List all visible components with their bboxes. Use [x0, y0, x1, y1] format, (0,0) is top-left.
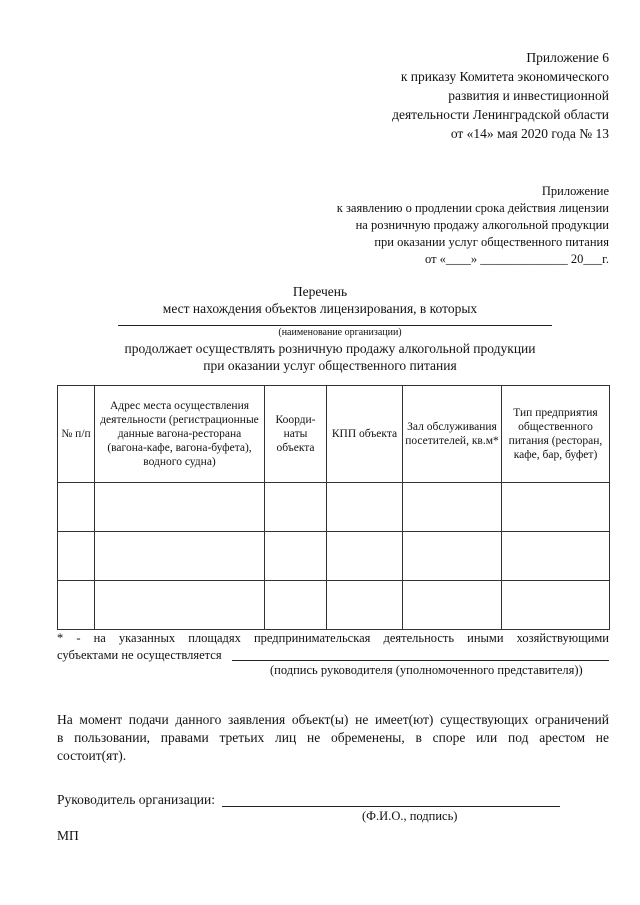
header-coordinates: Коорди-наты объекта	[265, 386, 327, 483]
annex-line-5: от «____» ______________ 20___г.	[424, 252, 609, 266]
table-cell[interactable]	[403, 581, 502, 630]
table-cell[interactable]	[327, 483, 403, 532]
table-cell[interactable]	[403, 532, 502, 581]
footnote-signature-line	[232, 660, 609, 661]
table-row	[58, 532, 610, 581]
table-row	[58, 581, 610, 630]
org-name-caption: (наименование организации)	[278, 327, 402, 338]
footnote-line-2: субъектами не осуществляется	[57, 648, 222, 662]
title-line-1: Перечень	[292, 284, 348, 299]
table-cell[interactable]	[95, 581, 265, 630]
title-line-3: продолжает осуществлять розничную продажу алкогольной продукции	[124, 341, 536, 356]
annex6-line-4: деятельности Ленинградской области	[392, 107, 609, 122]
head-signature-line	[222, 806, 560, 807]
header-kpp: КПП объекта	[327, 386, 403, 483]
statement-line-1: На момент подачи данного заявления объект(ы) не имеет(ют) существующих ограничений	[57, 712, 609, 727]
table-cell[interactable]	[502, 581, 610, 630]
footnote-signature-caption: (подпись руководителя (уполномоченного представителя))	[270, 663, 583, 677]
title-line-4: при оказании услуг общественного питания	[203, 358, 457, 373]
annex-line-4: при оказании услуг общественного питания	[374, 235, 609, 249]
header-hall-area: Зал обслуживания посетителей, кв.м*	[403, 386, 502, 483]
table-cell[interactable]	[265, 532, 327, 581]
table-cell[interactable]	[95, 532, 265, 581]
annex6-block	[249, 48, 609, 143]
header-address: Адрес места осуществления деятельности (регистрационные данные вагона-ресторана (вагона-кафе, вагона-буфета), водного судна)	[95, 386, 265, 483]
head-label: Руководитель организации:	[57, 792, 216, 807]
table-cell[interactable]	[58, 532, 95, 581]
annex6-line-3: развития и инвестиционной	[448, 88, 609, 103]
title-line-2: мест нахождения объектов лицензирования, в которых	[162, 301, 478, 316]
statement-line-3: состоит(ят).	[57, 748, 127, 763]
table-cell[interactable]	[327, 532, 403, 581]
seal-label: МП	[57, 828, 79, 843]
table-cell[interactable]	[502, 532, 610, 581]
annex6-line-1: Приложение 6	[526, 50, 609, 65]
table-cell[interactable]	[403, 483, 502, 532]
footnote-line-1: * - на указанных площадях предпринимательская деятельность иными хозяйствующими	[57, 631, 609, 645]
org-name-line	[118, 325, 552, 326]
table-cell[interactable]	[58, 581, 95, 630]
table-cell[interactable]	[502, 483, 610, 532]
header-enterprise-type: Тип предприятия общественного питания (ресторан, кафе, бар, буфет)	[502, 386, 610, 483]
table-cell[interactable]	[265, 581, 327, 630]
table-cell[interactable]	[95, 483, 265, 532]
annex-line-2: к заявлению о продлении срока действия лицензии	[336, 201, 609, 215]
header-number: № п/п	[58, 386, 95, 483]
table-row	[58, 483, 610, 532]
objects-table	[57, 385, 610, 630]
table-cell[interactable]	[58, 483, 95, 532]
annex6-line-2: к приказу Комитета экономического	[400, 69, 609, 84]
table-cell[interactable]	[327, 581, 403, 630]
statement-line-2: в пользовании, правами третьих лиц не обременены, в споре или под арестом не	[57, 730, 609, 745]
annex6-line-5: от «14» мая 2020 года № 13	[450, 126, 609, 141]
table-header-row	[58, 386, 610, 483]
annex-line-1: Приложение	[541, 184, 609, 198]
table-cell[interactable]	[265, 483, 327, 532]
annex-line-3: на розничную продажу алкогольной продукции	[355, 218, 609, 232]
head-signature-caption: (Ф.И.О., подпись)	[362, 809, 458, 823]
annex-block	[229, 183, 609, 268]
